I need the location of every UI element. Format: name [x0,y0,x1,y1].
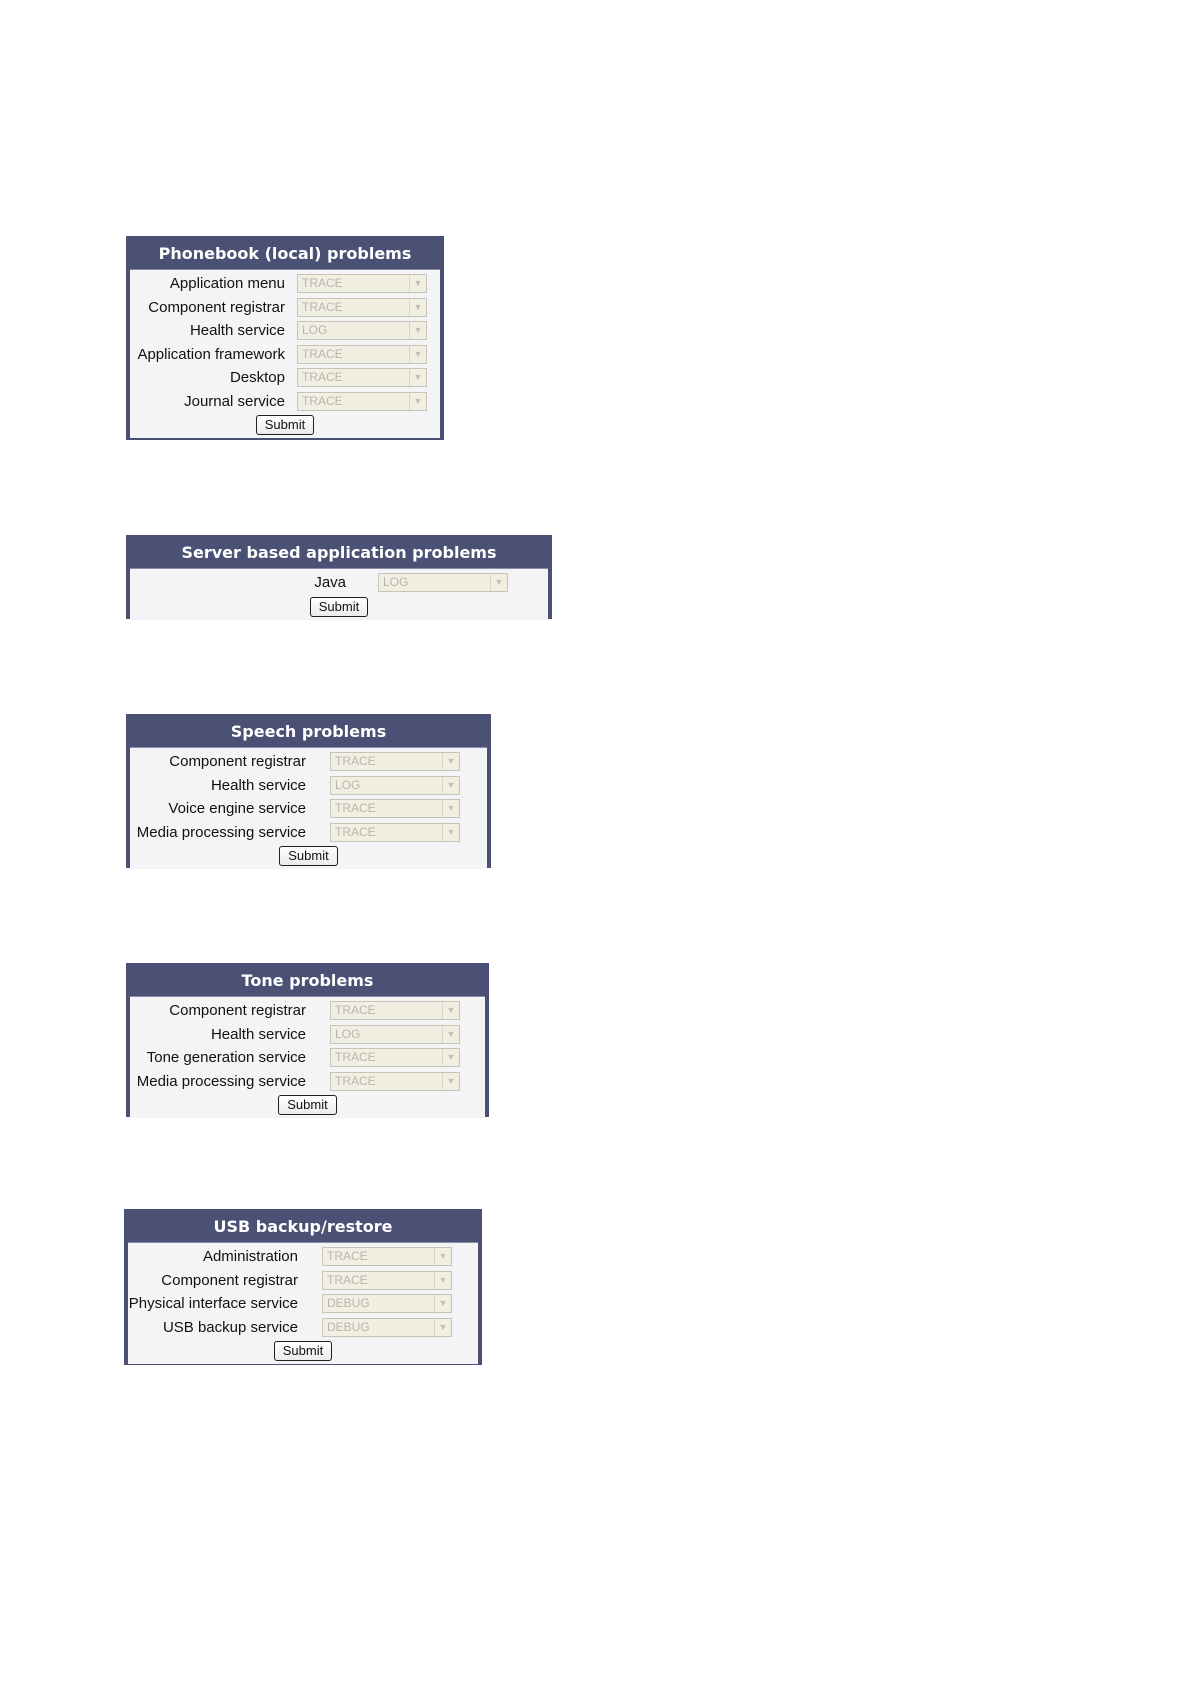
setting-row-component-registrar [130,750,487,774]
submit-button[interactable]: Submit [256,415,314,435]
submit-row [130,844,487,866]
selected-value: LOG [383,575,409,590]
level-select-component-registrar[interactable] [330,752,460,771]
row-label: Java [314,574,346,592]
chevron-down-icon: ▼ [409,299,426,316]
selected-value: TRACE [335,1073,376,1088]
setting-row-journal-service [130,390,440,414]
setting-row-voice-engine-service [130,797,487,821]
row-label: Health service [210,1025,306,1043]
level-select-journal-service[interactable] [297,392,427,411]
setting-row-application-framework [130,343,440,367]
setting-row-application-menu [130,272,440,296]
level-select-voice-engine-service[interactable] [330,799,460,818]
submit-button[interactable]: Submit [274,1341,332,1361]
setting-row-component-registrar [130,999,485,1023]
selected-value: TRACE [302,346,343,361]
usb-backup-restore-panel [124,1209,482,1365]
selected-value: TRACE [327,1272,368,1287]
panel-body [130,568,548,620]
server-based-application-problems-panel [126,535,552,619]
chevron-down-icon: ▼ [409,322,426,339]
chevron-down-icon: ▼ [490,574,507,591]
selected-value: TRACE [302,370,343,385]
setting-row-desktop [130,366,440,390]
row-label: Media processing service [136,823,306,841]
selected-value: TRACE [335,1050,376,1065]
selected-value: TRACE [335,754,376,769]
row-label: Voice engine service [168,800,306,818]
setting-row-component-registrar [128,1269,478,1293]
setting-row-java [130,571,548,595]
chevron-down-icon: ▼ [442,1002,459,1019]
selected-value: TRACE [327,1249,368,1264]
panel-title: Phonebook (local) problems [158,244,412,263]
submit-row [128,1339,478,1361]
panel-title: Server based application problems [181,543,497,562]
chevron-down-icon: ▼ [409,393,426,410]
panel-body [130,269,440,438]
chevron-down-icon: ▼ [442,777,459,794]
selected-value: TRACE [302,276,343,291]
chevron-down-icon: ▼ [434,1319,451,1336]
level-select-media-processing-service[interactable] [330,1072,460,1091]
panel-title: USB backup/restore [213,1217,393,1236]
level-select-component-registrar[interactable] [322,1271,452,1290]
submit-button[interactable]: Submit [278,1095,336,1115]
selected-value: TRACE [335,801,376,816]
level-select-administration[interactable] [322,1247,452,1266]
level-select-component-registrar[interactable] [330,1001,460,1020]
selected-value: DEBUG [327,1319,370,1334]
selected-value: TRACE [302,393,343,408]
chevron-down-icon: ▼ [442,824,459,841]
submit-row [130,595,548,617]
chevron-down-icon: ▼ [434,1248,451,1265]
level-select-health-service[interactable] [330,776,460,795]
row-label: Application framework [137,345,285,363]
row-label: Component registrar [161,1271,298,1289]
selected-value: LOG [335,777,361,792]
row-label: Health service [189,322,285,340]
level-select-application-framework[interactable] [297,345,427,364]
submit-button[interactable]: Submit [279,846,337,866]
level-select-tone-generation-service[interactable] [330,1048,460,1067]
submit-button[interactable]: Submit [310,597,368,617]
setting-row-health-service [130,319,440,343]
level-select-desktop[interactable] [297,368,427,387]
panel-body [130,996,485,1118]
selected-value: TRACE [335,824,376,839]
setting-row-component-registrar [130,296,440,320]
row-label: Component registrar [169,1002,306,1020]
chevron-down-icon: ▼ [409,346,426,363]
speech-problems-panel [126,714,491,868]
phonebook-local-problems-panel [126,236,444,440]
chevron-down-icon: ▼ [434,1295,451,1312]
setting-row-usb-backup-service [128,1316,478,1340]
row-label: Component registrar [148,298,285,316]
setting-row-tone-generation-service [130,1046,485,1070]
submit-row [130,1093,485,1115]
selected-value: LOG [335,1026,361,1041]
tone-problems-panel [126,963,489,1117]
row-label: Component registrar [169,753,306,771]
submit-row [130,413,440,435]
panel-title: Tone problems [241,971,374,990]
row-label: Media processing service [136,1072,306,1090]
row-label: Tone generation service [146,1049,306,1067]
chevron-down-icon: ▼ [442,753,459,770]
chevron-down-icon: ▼ [442,800,459,817]
chevron-down-icon: ▼ [442,1073,459,1090]
level-select-java[interactable] [378,573,508,592]
panel-title: Speech problems [230,722,387,741]
setting-row-administration [128,1245,478,1269]
chevron-down-icon: ▼ [434,1272,451,1289]
row-label: Physical interface service [128,1295,298,1313]
level-select-health-service[interactable] [297,321,427,340]
row-label: Health service [210,776,306,794]
level-select-usb-backup-service[interactable] [322,1318,452,1337]
chevron-down-icon: ▼ [409,275,426,292]
setting-row-media-processing-service [130,1070,485,1094]
row-label: USB backup service [162,1318,298,1336]
panel-body [130,747,487,869]
level-select-application-menu[interactable] [297,274,427,293]
selected-value: LOG [302,323,328,338]
row-label: Administration [202,1248,298,1266]
chevron-down-icon: ▼ [409,369,426,386]
chevron-down-icon: ▼ [442,1049,459,1066]
setting-row-health-service [130,1023,485,1047]
row-label: Application menu [169,275,285,293]
level-select-physical-interface-service[interactable] [322,1294,452,1313]
setting-row-health-service [130,774,487,798]
panel-body [128,1242,478,1364]
selected-value: DEBUG [327,1296,370,1311]
row-label: Desktop [229,369,285,387]
level-select-health-service[interactable] [330,1025,460,1044]
setting-row-media-processing-service [130,821,487,845]
selected-value: TRACE [335,1003,376,1018]
chevron-down-icon: ▼ [442,1026,459,1043]
level-select-component-registrar[interactable] [297,298,427,317]
level-select-media-processing-service[interactable] [330,823,460,842]
row-label: Journal service [184,392,285,410]
selected-value: TRACE [302,299,343,314]
setting-row-physical-interface-service [128,1292,478,1316]
